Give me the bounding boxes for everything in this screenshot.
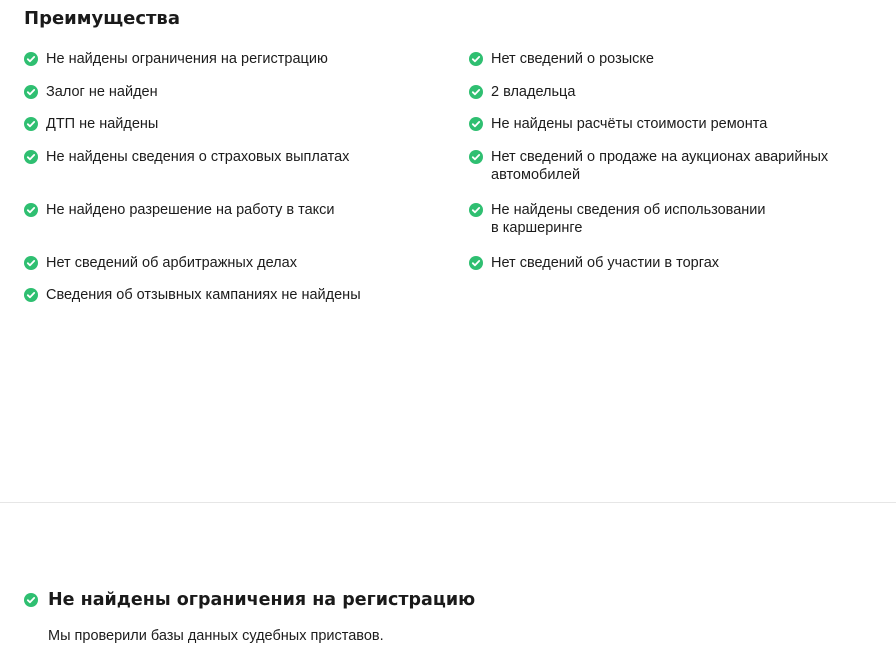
advantage-text: Нет сведений об арбитражных делах xyxy=(46,255,297,271)
check-circle-icon xyxy=(469,117,483,131)
detail-description: Мы проверили базы данных судебных приставов. xyxy=(48,628,384,644)
advantage-item xyxy=(469,83,575,101)
advantage-text: Нет сведений о продаже на аукционах аварийных xyxy=(491,149,829,165)
check-circle-icon xyxy=(469,256,483,270)
check-circle-icon xyxy=(24,117,38,131)
advantage-text-continued: автомобилей xyxy=(491,167,581,183)
check-circle-icon xyxy=(469,85,483,99)
advantage-item xyxy=(24,83,158,101)
advantage-item xyxy=(469,254,719,272)
check-circle-icon xyxy=(24,288,38,302)
check-circle-icon xyxy=(24,203,38,217)
advantage-item xyxy=(24,286,361,304)
advantage-item xyxy=(24,148,349,166)
advantage-text: 2 владельца xyxy=(491,84,576,100)
advantage-text: Не найдены ограничения на регистрацию xyxy=(46,51,328,67)
advantage-item xyxy=(24,50,328,68)
check-circle-icon xyxy=(24,593,38,607)
advantage-text-continued: в каршеринге xyxy=(491,220,583,236)
advantage-text: ДТП не найдены xyxy=(46,116,159,132)
advantage-item xyxy=(24,115,158,133)
advantage-text: Не найдено разрешение на работу в такси xyxy=(46,202,335,218)
advantage-text: Нет сведений о розыске xyxy=(491,51,654,67)
check-circle-icon xyxy=(24,150,38,164)
check-circle-icon xyxy=(469,203,483,217)
check-circle-icon xyxy=(24,52,38,66)
advantage-text: Не найдены сведения об использовании xyxy=(491,202,766,218)
advantage-item xyxy=(469,115,767,133)
check-circle-icon xyxy=(469,150,483,164)
advantage-text: Не найдены сведения о страховых выплатах xyxy=(46,149,350,165)
detail-header xyxy=(24,590,475,610)
check-circle-icon xyxy=(24,256,38,270)
advantage-text: Сведения об отзывных кампаниях не найдены xyxy=(46,287,361,303)
detail-title: Не найдены ограничения на регистрацию xyxy=(48,590,476,610)
section-divider xyxy=(0,502,896,503)
advantage-item xyxy=(469,148,828,184)
advantage-item xyxy=(24,201,335,219)
advantage-text: Нет сведений об участии в торгах xyxy=(491,255,720,271)
advantage-text: Не найдены расчёты стоимости ремонта xyxy=(491,116,768,132)
advantages-title: Преимущества xyxy=(24,8,180,29)
advantage-item xyxy=(469,201,766,237)
advantage-text: Залог не найден xyxy=(46,84,158,100)
check-circle-icon xyxy=(469,52,483,66)
check-circle-icon xyxy=(24,85,38,99)
advantage-item xyxy=(469,50,654,68)
advantage-item xyxy=(24,254,297,272)
